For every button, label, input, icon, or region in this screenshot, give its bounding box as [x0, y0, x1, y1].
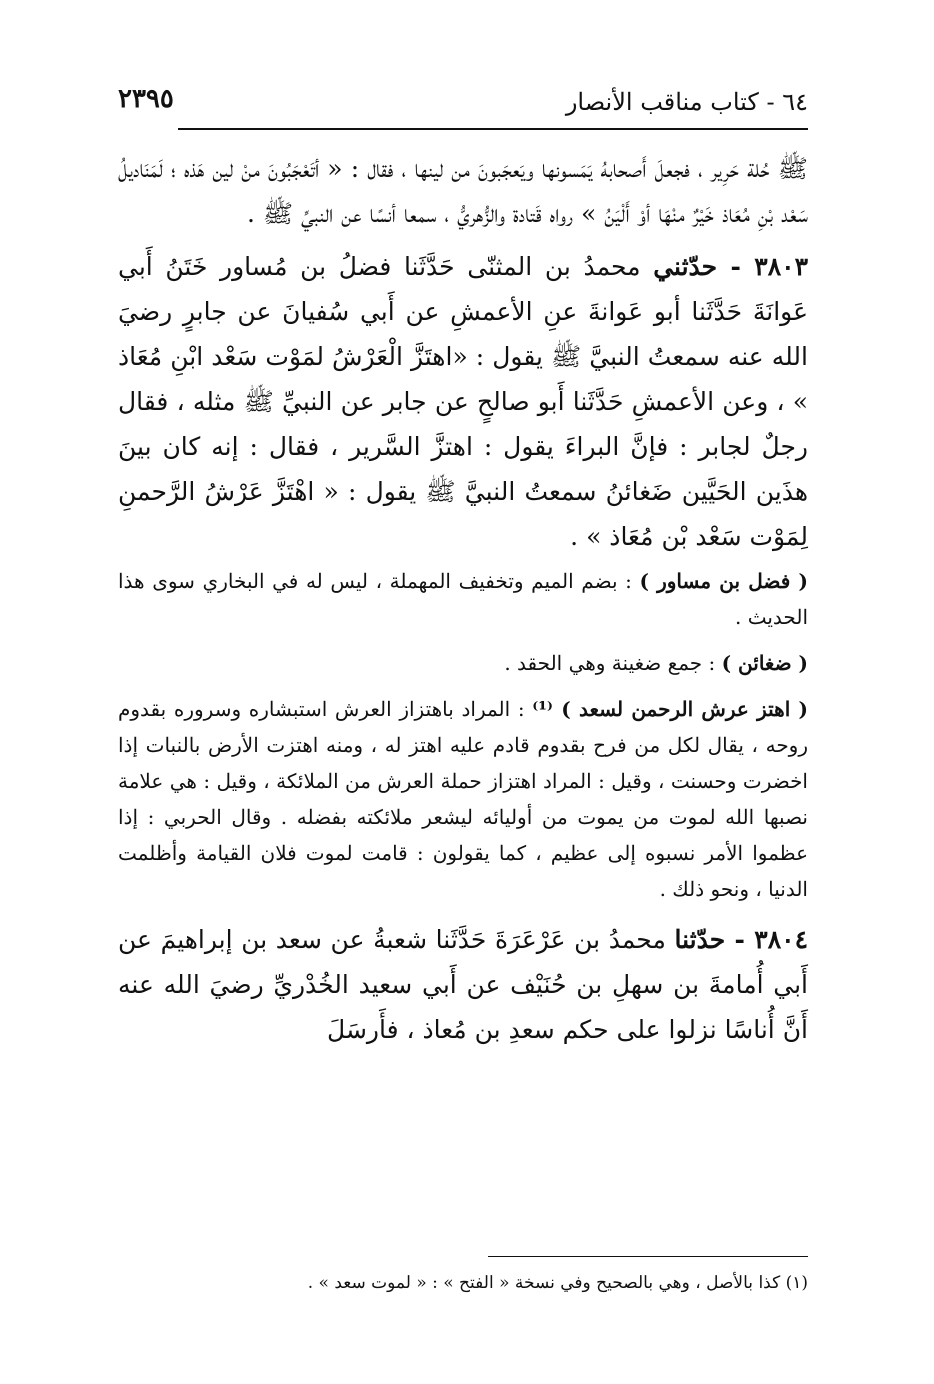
commentary-text: : المراد باهتزاز العرش استبشاره وسروره بقدوم روحه ، يقال لكل من فرح بقدوم قادم عليه اهتز له ، ومنه اهتزت الأرض بالنبات إذا اخضرت وحسنت ، وقيل : المراد اهتزاز حملة العرش من الملائكة ، وقيل : هي علامة نصبها الله لموت من يموت من أوليائه ليشعر ملائكته بفضله . وقال الحربي : إذا عظموا الأمر نسبوه إلى عظيم ، كما يقولون : قامت لموت فلان القيامة وأظلمت الدنيا ، ونحو ذلك .: [118, 697, 808, 901]
hadith-text-2: [118, 917, 808, 1052]
text-body: [118, 146, 808, 1056]
hadith-number: ٣٨٠٤ - حدّثنا: [674, 925, 808, 954]
page-content: [118, 84, 809, 1044]
paragraph-continuation: ﷺ حُلة حَرِير ، فجعلَ أَصحابهُ يَمَسونها ويَعجَبونَ من لينها ، فقال : « أتَعْجَبُونَ منْ لين هَذه ؛ لَمَنَاديلُ سَعْد بْنِ مُعَاذ خَيْرٌ منْهَا أوْ أَلْيَنُ » رواه قَتادة والزُّهريُّ ، سمعا أنسًا عن النبيِّ ﷺ .: [118, 154, 808, 228]
commentary-term: ( اهتز عرش الرحمن لسعد ) ⁽¹⁾: [532, 697, 808, 721]
hadith-number: ٣٨٠٣ - حدّثني: [653, 252, 809, 281]
running-header: [118, 84, 808, 124]
footnote-rule: [488, 1256, 808, 1257]
hadith-3804: [118, 917, 808, 1052]
chapter-title: ٦٤ - كتاب مناقب الأنصار: [565, 88, 808, 116]
commentary-term: ( فضل بن مساور ): [639, 569, 808, 593]
commentary-item: [118, 691, 808, 907]
hadith-3803: [118, 244, 808, 559]
commentary-term: ( ضغائن ): [721, 651, 808, 675]
commentary-item: [118, 563, 808, 635]
hadith-body: محمدُ بن عَرْعَرَةَ حَدَّثَنا شعبةُ عن سعد بن إبراهيمَ عن أَبي أُمامةَ بن سهلِ بن حُنَيْف عن أَبي سعيد الخُدْريِّ رضيَ الله عنه أَنَّ أُناسًا نزلوا على حكم سعدِ بن مُعاذ ، فأَرسَلَ: [118, 925, 808, 1044]
commentary-item: [118, 645, 808, 681]
commentary: [118, 563, 808, 907]
hadith-text: [118, 146, 808, 559]
header-rule: [178, 128, 808, 130]
commentary-text: : بضم الميم وتخفيف المهملة ، ليس له في البخاري سوى هذا الحديث .: [118, 569, 808, 629]
page-number: ٢٣٩٥: [118, 84, 174, 114]
hadith-body: محمدُ بن المثنّى حَدَّثَنا فضلُ بن مُساور خَتَنُ أَبي عَوانَةَ حَدَّثَنا أبو عَوانةَ عنِ الأعمشِ عن أَبي سُفيانَ عن جابرٍ رضيَ الله عنه سمعتُ النبيَّ ﷺ يقول : «اهتَزَّ الْعَرْشُ لمَوْت سَعْد ابْنِ مُعَاذ » ، وعن الأعمشِ حَدَّثَنا أَبو صالحٍ عن جابر عن النبيِّ ﷺ مثله ، فقال رجلٌ لجابر : فإنَّ البراءَ يقول : اهتزَّ السَّرير ، فقال : إنه كان بينَ هذَين الحَيَّين ضَغائنُ سمعتُ النبيَّ ﷺ يقول : « اهْتَزَّ عَرْشُ الرَّحمنِ لِمَوْت سَعْد بْن مُعَاذ » .: [118, 252, 808, 551]
commentary-text: : جمع ضغينة وهي الحقد .: [504, 651, 722, 675]
footnote: (١) كذا بالأصل ، وهي بالصحيح وفي نسخة « الفتح » : « لموت سعد » .: [307, 1273, 808, 1293]
